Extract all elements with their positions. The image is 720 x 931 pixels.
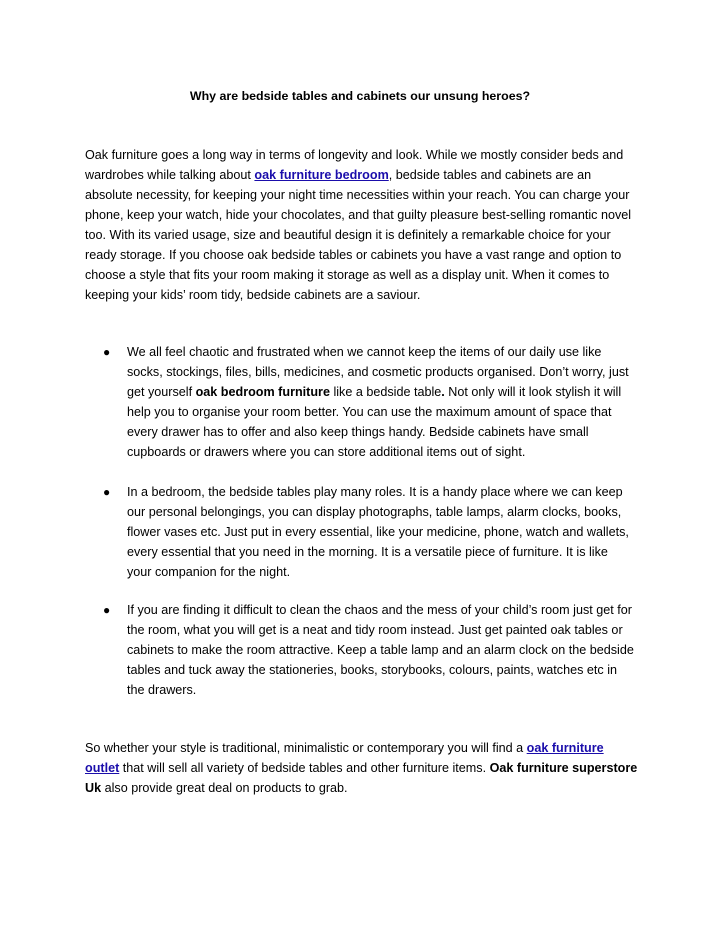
list-item [103, 342, 635, 462]
bullet-1-text-middle: like a bedside table [329, 385, 442, 399]
bullet-1-text-end: Not only will it look stylish it will help you to organise your room better. You can use the maximum amount of space that every drawer has to offer and also keep things handy. Bedside cabinets have small cupboards or drawers where you can store additional items out of sight. [127, 385, 622, 459]
bullet-1-text-start: We all feel chaotic and frustrated when we cannot keep the items of our daily use like socks, stockings, files, bills, medicines, and cosmetic products organised. Don’t worry, just get yourself [127, 345, 629, 399]
bullet-1-bold-period: . [441, 385, 445, 399]
list-item [103, 482, 635, 582]
oak-bedroom-furniture-bold: oak bedroom furniture [195, 385, 330, 399]
oak-furniture-outlet-link[interactable]: oak furniture outlet [85, 741, 604, 775]
intro-text-start: Oak furniture goes a long way in terms of longevity and look. While we mostly consider beds and wardrobes while talking about [85, 148, 624, 182]
bullet-marker: ● [103, 485, 111, 499]
oak-furniture-superstore-bold: Oak furniture superstore Uk [85, 761, 638, 795]
oak-furniture-bedroom-link[interactable]: oak furniture bedroom [254, 168, 389, 182]
bullet-3-text: If you are finding it difficult to clean the chaos and the mess of your child’s room just get for the room, what you will get is a neat and tidy room instead. Just get painted oak tables or cabinets to make the room attractive. Keep a table lamp and an alarm clock on the bedside tables and tuck away the stationeries, books, storybooks, colours, paints, watches etc in the drawers. [127, 603, 634, 697]
bullet-2-text: In a bedroom, the bedside tables play many roles. It is a handy place where we can keep our personal belongings, you can display photographs, table lamps, alarm clocks, books, flower vases etc. Just put in every essential, like your medicine, phone, watch and wallets, every essential that you need in the morning. It is a versatile piece of furniture. It is like your companion for the night. [127, 485, 629, 579]
page-title: Why are bedside tables and cabinets our unsung heroes? [189, 89, 531, 103]
bullet-marker: ● [103, 603, 111, 617]
bullet-marker: ● [103, 345, 111, 359]
closing-text-end: also provide great deal on products to grab. [101, 781, 348, 795]
intro-paragraph [85, 145, 641, 305]
intro-text-end: , bedside tables and cabinets are an absolute necessity, for keeping your night time necessities within your reach. You can charge your phone, keep your watch, hide your chocolates, and that guilty pleasure best-selling romantic novel too. With its varied usage, size and beautiful design it is definitely a remarkable choice for your ready storage. If you choose oak bedside tables or cabinets you have a vast range and option to choose a style that fits your room making it storage as well as a display unit. When it comes to keeping your kids’ room tidy, bedside cabinets are a saviour. [85, 168, 632, 302]
closing-text-middle: that will sell all variety of bedside tables and other furniture items. [119, 761, 490, 775]
closing-paragraph [85, 738, 641, 798]
list-item [103, 600, 635, 700]
closing-text-start: So whether your style is traditional, minimalistic or contemporary you will find a [85, 741, 527, 755]
